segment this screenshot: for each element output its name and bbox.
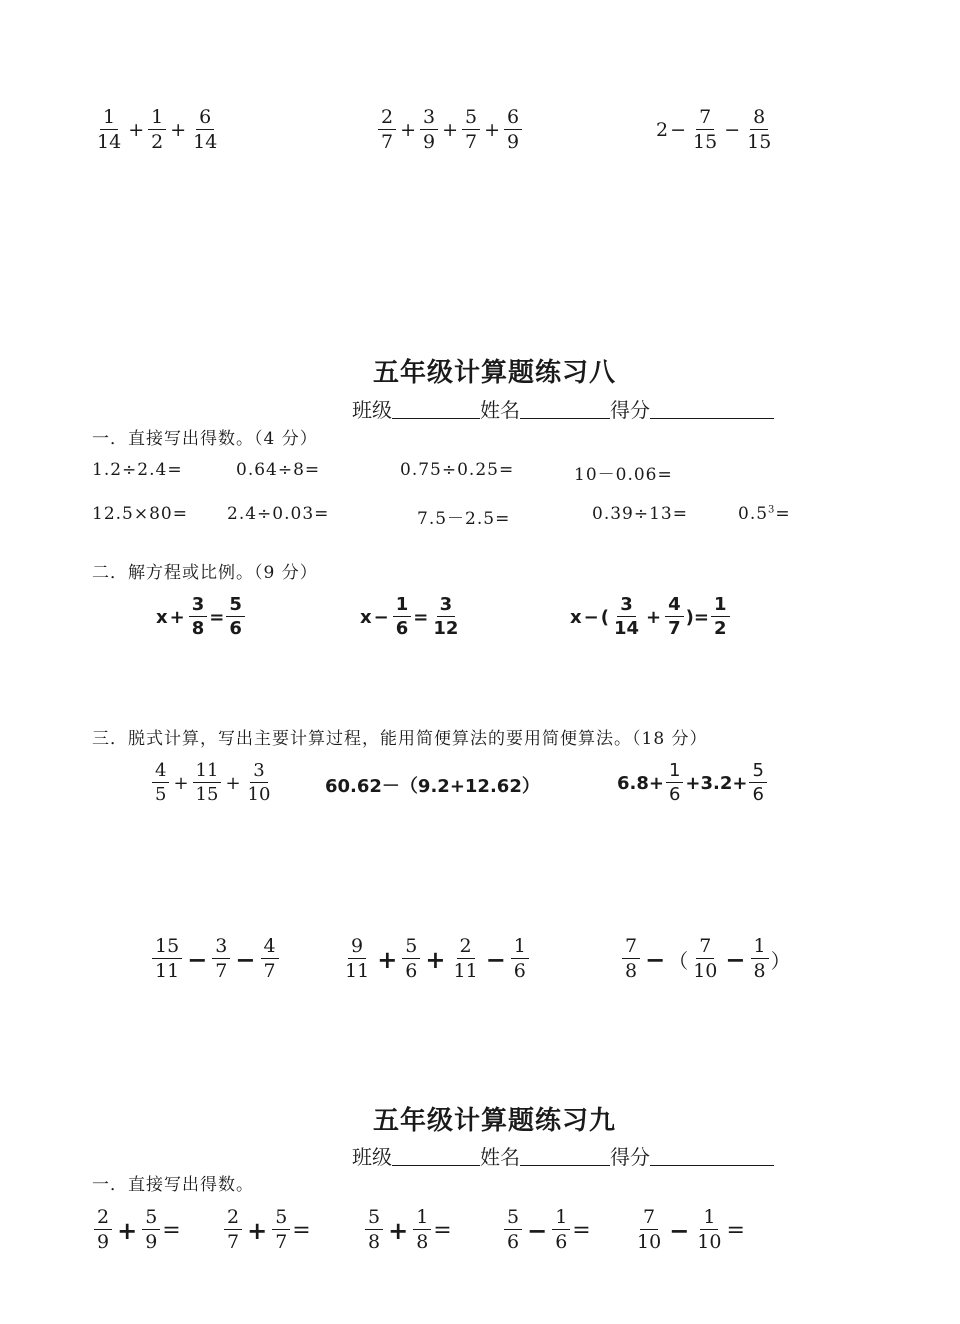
- minus-operator: −: [187, 944, 208, 974]
- plus-operator: +: [484, 119, 501, 141]
- plus-operator: +: [247, 1215, 268, 1245]
- variable-x: x: [360, 606, 372, 628]
- class-label: 班级: [352, 398, 392, 422]
- minus-operator: −: [485, 944, 506, 974]
- top-expression-1: [92, 108, 222, 152]
- calc-item: 0.39÷13=: [592, 504, 688, 524]
- quick-calc-2: [222, 1208, 311, 1252]
- fraction: $\frac{2}{11}$: [453, 935, 478, 982]
- score-label: 得分: [610, 398, 650, 422]
- plus-operator: +: [388, 1215, 409, 1245]
- fraction: $\frac{6}{14}$: [193, 106, 218, 153]
- fraction: $\frac{7}{8}$: [622, 937, 640, 981]
- right-paren: ）: [770, 948, 791, 973]
- calc-problem-3: [617, 762, 769, 804]
- equals-sign: =: [209, 606, 225, 628]
- fraction: $\frac{7}{10}$: [693, 935, 718, 982]
- minus-operator: −: [235, 944, 256, 974]
- plus-operator: +: [173, 772, 189, 794]
- left-paren: (: [600, 606, 609, 628]
- quick-calc-5: [632, 1208, 745, 1252]
- name-label: 姓名: [480, 1145, 520, 1169]
- fraction: $\frac{5}{7}$: [462, 108, 480, 152]
- set8-title: 五年级计算题练习八: [373, 358, 617, 388]
- fraction: $\frac{7}{15}$: [693, 106, 718, 153]
- fraction: $\frac{7}{10}$: [637, 1206, 662, 1253]
- equation-3: [570, 596, 732, 638]
- plus-operator: +: [442, 119, 459, 141]
- fraction: $\frac{5}{6}$: [749, 762, 766, 804]
- set8-info-line: [352, 394, 774, 423]
- equals-sign: =: [292, 1217, 311, 1243]
- plus-operator: +: [128, 119, 145, 141]
- plus-operator: +: [425, 944, 446, 974]
- fraction: $\frac{3}{7}$: [212, 937, 230, 981]
- plus-operator: +: [117, 1215, 138, 1245]
- fraction: $\frac{1}{2}$: [148, 108, 166, 152]
- minus-operator: −: [670, 119, 687, 141]
- fraction: $\frac{1}{2}$: [711, 596, 730, 638]
- plus-operator: +: [169, 606, 185, 628]
- minus-operator: −: [583, 606, 599, 628]
- minus-operator: −: [669, 1215, 690, 1245]
- top-expression-3: [656, 108, 776, 152]
- minus-operator: −: [724, 119, 741, 141]
- equals-sign: =: [413, 606, 429, 628]
- fraction: $\frac{1}{14}$: [97, 106, 122, 153]
- calc-problem-1: [150, 762, 275, 804]
- fraction: $\frac{4}{5}$: [152, 762, 169, 804]
- fraction: $\frac{1}{8}$: [751, 937, 769, 981]
- set9-info-line: [352, 1141, 774, 1170]
- fraction: $\frac{2}{9}$: [94, 1208, 112, 1252]
- fraction: $\frac{4}{7}$: [261, 937, 279, 981]
- fraction: $\frac{5}{6}$: [402, 937, 420, 981]
- fraction: $\frac{6}{9}$: [504, 108, 522, 152]
- fraction: $\frac{15}{11}$: [152, 937, 182, 981]
- fraction: $\frac{1}{6}$: [552, 1208, 570, 1252]
- power-exponent: 3: [768, 504, 776, 516]
- set9-title: 五年级计算题练习九: [373, 1106, 617, 1136]
- fraction: $\frac{3}{10}$: [247, 760, 271, 805]
- calc-item: 10－0.06=: [574, 465, 673, 485]
- calc-item: 7.5－2.5=: [417, 509, 511, 529]
- set8-part2-heading: 二．解方程或比例。（9 分）: [92, 563, 318, 583]
- name-blank[interactable]: [520, 1164, 610, 1166]
- fraction: $\frac{3}{8}$: [189, 596, 208, 638]
- right-paren: ): [685, 606, 694, 628]
- fraction: $\frac{8}{15}$: [747, 106, 772, 153]
- fraction: $\frac{3}{9}$: [420, 108, 438, 152]
- set8-part3-heading: 三．脱式计算，写出主要计算过程，能用简便算法的要用简便算法。（18 分）: [92, 729, 708, 749]
- minus-operator: −: [373, 606, 389, 628]
- top-expression-2: [376, 108, 524, 152]
- fraction: $\frac{11}{15}$: [193, 762, 222, 804]
- calc-item: 2.4÷0.03=: [227, 504, 330, 524]
- calc-problem-6: [620, 937, 791, 981]
- fraction: $\frac{2}{7}$: [224, 1208, 242, 1252]
- equals-sign: =: [775, 504, 791, 524]
- plus-operator: +: [170, 119, 187, 141]
- equals-sign: =: [572, 1217, 591, 1243]
- integer-term: 2: [656, 119, 669, 141]
- left-paren: （: [668, 948, 689, 973]
- calc-item: 12.5×80=: [92, 504, 188, 524]
- fraction: $\frac{1}{8}$: [413, 1208, 431, 1252]
- minus-operator: −: [645, 944, 666, 974]
- equals-sign: =: [433, 1217, 452, 1243]
- fraction: $\frac{9}{11}$: [345, 935, 370, 982]
- fraction: $\frac{2}{7}$: [378, 108, 396, 152]
- equals-sign: =: [162, 1217, 181, 1243]
- class-blank[interactable]: [392, 1164, 480, 1166]
- minus-operator: −: [527, 1215, 548, 1245]
- term: 6.8+: [617, 772, 664, 794]
- plus-operator: +: [377, 944, 398, 974]
- name-label: 姓名: [480, 398, 520, 422]
- fraction: $\frac{5}{9}$: [142, 1208, 160, 1252]
- fraction: $\frac{1}{10}$: [697, 1206, 722, 1253]
- fraction: $\frac{5}{6}$: [226, 596, 245, 638]
- set8-part1-heading: 一．直接写出得数。（4 分）: [92, 429, 318, 449]
- quick-calc-4: [502, 1208, 591, 1252]
- variable-x: x: [570, 606, 582, 628]
- score-blank[interactable]: [650, 417, 774, 419]
- fraction: $\frac{5}{6}$: [504, 1208, 522, 1252]
- class-label: 班级: [352, 1145, 392, 1169]
- fraction: $\frac{3}{12}$: [433, 594, 459, 639]
- fraction: $\frac{5}{7}$: [272, 1208, 290, 1252]
- equals-sign: =: [693, 606, 709, 628]
- class-blank[interactable]: [392, 417, 480, 419]
- fraction: $\frac{5}{8}$: [365, 1208, 383, 1252]
- score-blank[interactable]: [650, 1164, 774, 1166]
- calc-problem-4: [150, 937, 281, 981]
- equation-2: [360, 596, 463, 638]
- fraction: $\frac{4}{7}$: [665, 596, 684, 638]
- term: +3.2+: [685, 772, 748, 794]
- calc-problem-5: [340, 937, 531, 981]
- fraction: $\frac{1}{6}$: [666, 762, 683, 804]
- calc-item: 1.2÷2.4=: [92, 460, 183, 480]
- calc-problem-2: 60.62－（9.2+12.62）: [325, 776, 540, 797]
- calc-item: 0.75÷0.25=: [400, 460, 515, 480]
- name-blank[interactable]: [520, 417, 610, 419]
- fraction: $\frac{1}{6}$: [393, 596, 412, 638]
- calc-item: 0.64÷8=: [236, 460, 321, 480]
- power-item: [738, 504, 791, 524]
- plus-operator: +: [225, 772, 241, 794]
- set9-part1-heading: 一．直接写出得数。: [92, 1175, 254, 1195]
- plus-operator: +: [646, 606, 662, 628]
- fraction: $\frac{1}{6}$: [511, 937, 529, 981]
- quick-calc-3: [363, 1208, 452, 1252]
- plus-operator: +: [400, 119, 417, 141]
- equation-1: [156, 596, 247, 638]
- fraction: $\frac{3}{14}$: [613, 594, 640, 639]
- score-label: 得分: [610, 1145, 650, 1169]
- power-base: 0.5: [738, 504, 769, 524]
- minus-operator: −: [725, 944, 746, 974]
- equals-sign: =: [726, 1217, 745, 1243]
- variable-x: x: [156, 606, 168, 628]
- quick-calc-1: [92, 1208, 181, 1252]
